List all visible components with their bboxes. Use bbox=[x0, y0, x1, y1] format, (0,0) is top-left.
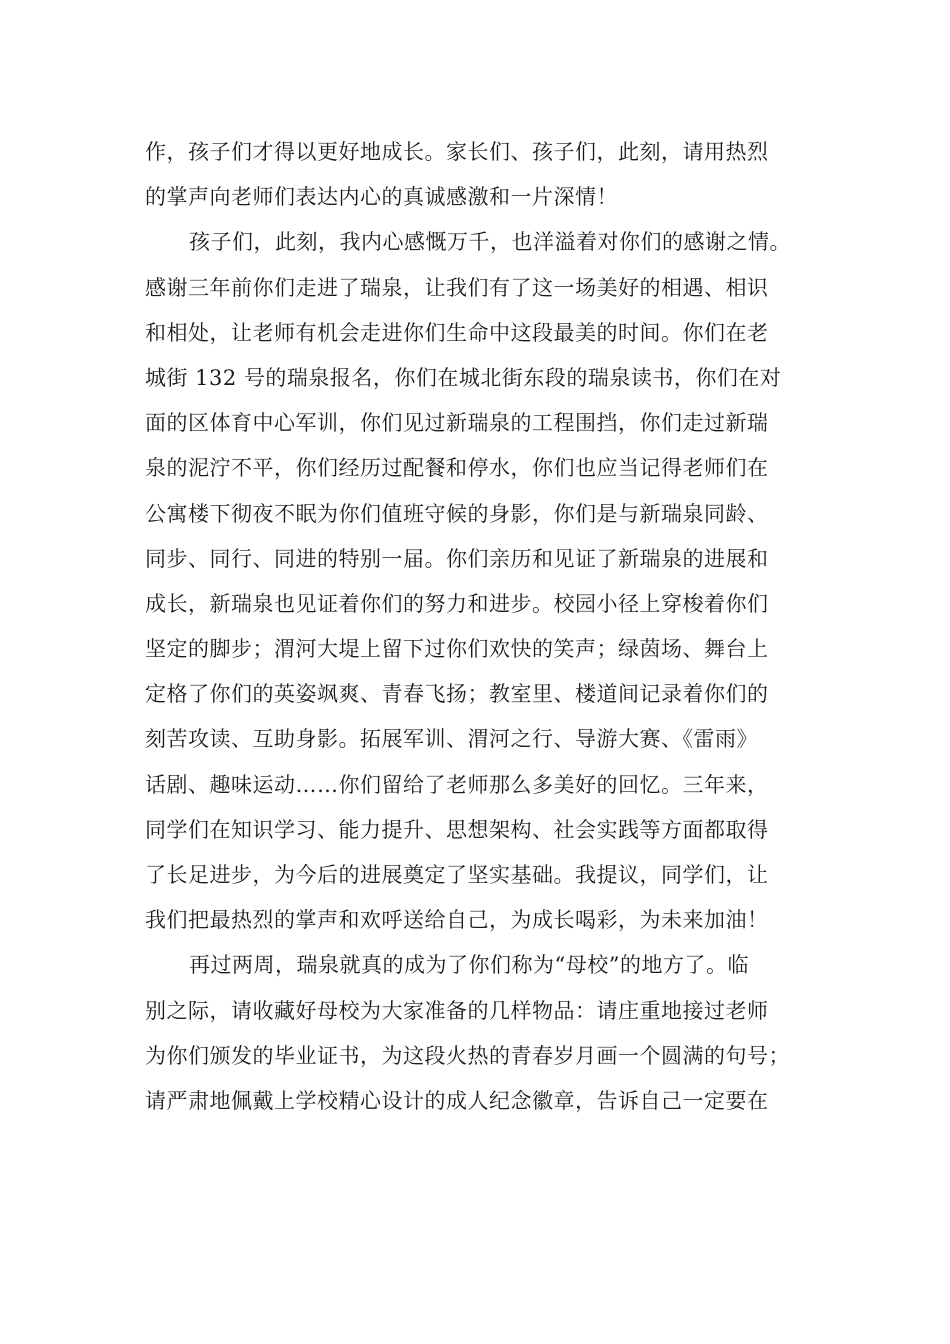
text-line: 城街 132 号的瑞泉报名，你们在城北街东段的瑞泉读书，你们在对 bbox=[145, 365, 782, 390]
text-line: 泉的泥泞不平，你们经历过配餐和停水，你们也应当记得老师们在 bbox=[145, 456, 769, 481]
paragraph-start-line: 孩子们，此刻，我内心感慨万千，也洋溢着对你们的感谢之情。 bbox=[189, 230, 791, 255]
text-line: 别之际，请收藏好母校为大家准备的几样物品：请庄重地接过老师 bbox=[145, 998, 769, 1023]
text-line: 的掌声向老师们表达内心的真诚感激和一片深情！ bbox=[145, 185, 618, 210]
text-line: 话剧、趣味运动……你们留给了老师那么多美好的回忆。三年来， bbox=[145, 772, 769, 797]
text-line: 我们把最热烈的掌声和欢呼送给自己，为成长喝彩，为未来加油！ bbox=[145, 908, 769, 933]
text-line: 作，孩子们才得以更好地成长。家长们、孩子们，此刻，请用热烈 bbox=[145, 140, 769, 164]
text-line: 了长足进步，为今后的进展奠定了坚实基础。我提议，同学们，让 bbox=[145, 863, 769, 887]
text-line: 定格了你们的英姿飒爽、青春飞扬；教室里、楼道间记录着你们的 bbox=[145, 682, 769, 707]
text-line: 刻苦攻读、互助身影。拓展军训、渭河之行、导游大赛、《雷雨》 bbox=[145, 727, 758, 752]
text-line: 面的区体育中心军训，你们见过新瑞泉的工程围挡，你们走过新瑞 bbox=[145, 411, 769, 436]
paragraph-start-line: 再过两周，瑞泉就真的成为了你们称为“母校”的地方了。临 bbox=[189, 953, 749, 978]
text-line: 同步、同行、同进的特别一届。你们亲历和见证了新瑞泉的进展和 bbox=[145, 546, 769, 571]
text-line: 公寓楼下彻夜不眠为你们值班守候的身影，你们是与新瑞泉同龄、 bbox=[145, 501, 769, 526]
text-line: 为你们颁发的毕业证书，为这段火热的青春岁月画一个圆满的句号； bbox=[145, 1043, 790, 1068]
body-text bbox=[145, 130, 825, 1124]
text-line: 同学们在知识学习、能力提升、思想架构、社会实践等方面都取得 bbox=[145, 817, 769, 842]
text-line: 和相处，让老师有机会走进你们生命中这段最美的时间。你们在老 bbox=[145, 320, 769, 345]
text-line: 坚定的脚步；渭河大堤上留下过你们欢快的笑声；绿茵场、舞台上 bbox=[145, 637, 769, 662]
text-line: 成长，新瑞泉也见证着你们的努力和进步。校园小径上穿梭着你们 bbox=[145, 591, 769, 616]
text-line: 请严肃地佩戴上学校精心设计的成人纪念徽章，告诉自己一定要在 bbox=[145, 1088, 769, 1113]
text-line: 感谢三年前你们走进了瑞泉，让我们有了这一场美好的相遇、相识 bbox=[145, 275, 769, 300]
